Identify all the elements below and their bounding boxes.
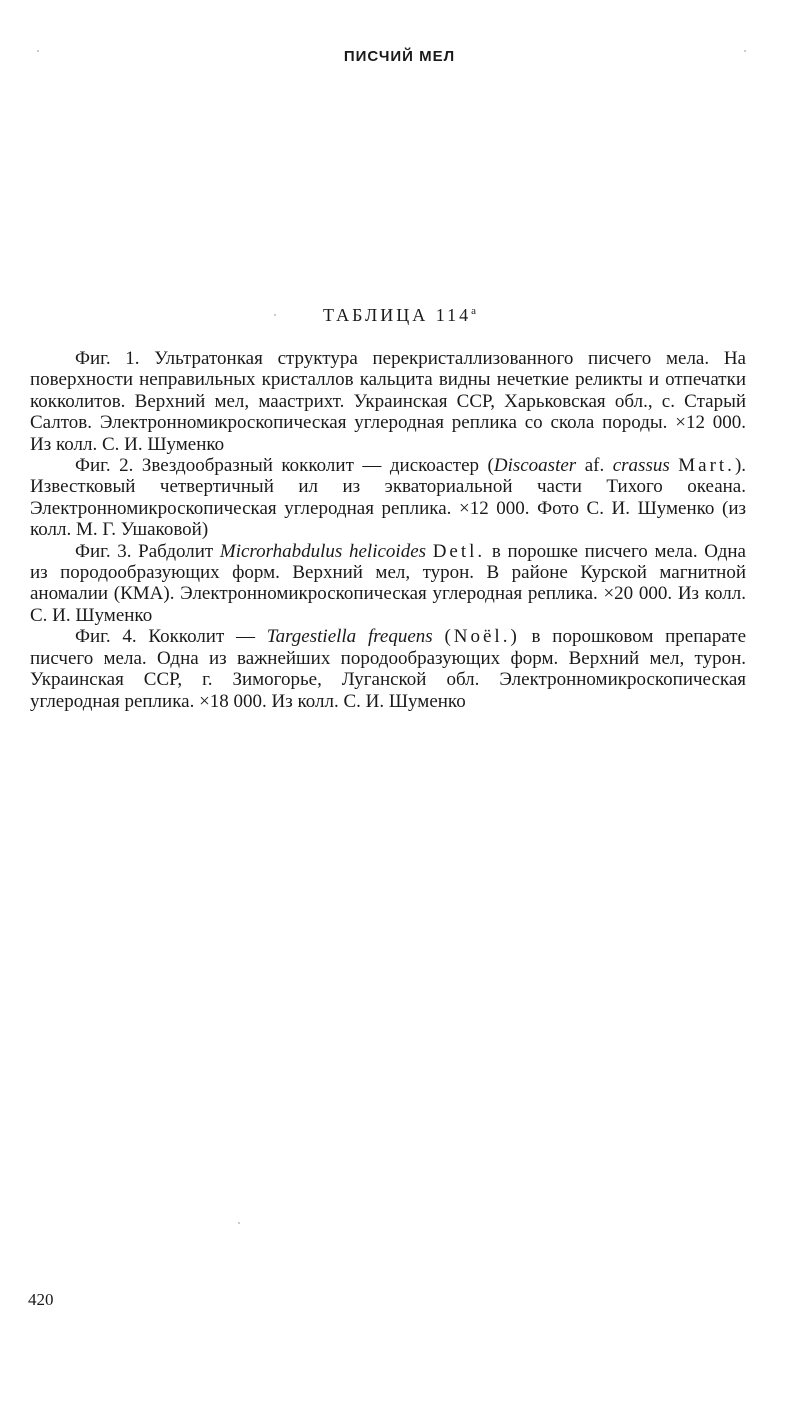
scan-speck <box>274 314 276 316</box>
page-number: 420 <box>28 1290 54 1309</box>
caption-fig-3 <box>30 541 746 627</box>
scan-speck <box>744 50 746 52</box>
caption-fig-4-lead: Фиг. 4. Кокколит — <box>75 626 267 648</box>
caption-fig-3-lead: Фиг. 3. Рабдолит <box>75 540 220 562</box>
caption-fig-3-author: Detl. <box>432 540 486 562</box>
caption-fig-2-taxon: Discoaster <box>493 455 577 477</box>
scan-speck <box>238 1222 240 1224</box>
plate-title-prefix: ТАБЛИЦА <box>323 305 429 325</box>
plate-title <box>0 305 799 326</box>
caption-fig-4 <box>30 626 746 712</box>
running-title: ПИСЧИЙ МЕЛ <box>343 48 456 65</box>
figure-captions <box>30 348 746 712</box>
caption-fig-2-lead: Фиг. 2. Звездообразный кокколит — дискоастер ( <box>75 455 494 477</box>
caption-fig-4-author: (Noël.) <box>444 626 520 648</box>
plate-number-superscript: а <box>471 305 476 317</box>
caption-fig-4-taxon: Targestiella frequens <box>266 626 433 648</box>
caption-fig-3-rest: в порошке писчего мела. Одна из породообразующих форм. Верхний мел, турон. В районе Курской магнитной аномалии (КМА). Электронномикроскопическая углеродная реплика. ×20 000. Из колл. С. И. Шуменко <box>30 540 746 626</box>
caption-fig-3-taxon: Microrhabdulus helicoides <box>219 540 427 562</box>
caption-fig-2 <box>30 455 746 541</box>
caption-fig-2-rest: ). Известковый четвертичный ил из экваториальной части Тихого океана. Электронномикроскопическая углеродная реплика. ×12 000. Фото С. И. Шуменко (из колл. М. Г. Ушаковой) <box>30 455 747 541</box>
caption-fig-4-rest: в порошковом препарате писчего мела. Одна из важнейших породообразующих форм. Верхний мел, турон. Украинская ССР, г. Зимогорье, Луганской обл. Электронномикроскопическая углеродная реплика. ×18 000. Из колл. С. И. Шуменко <box>30 626 746 712</box>
scan-speck <box>37 50 39 52</box>
plate-number: 114 <box>435 305 472 325</box>
caption-fig-1-text: Фиг. 1. Ультратонкая структура перекристаллизованного писчего мела. На поверхности неправильных кристаллов кальцита видны нечеткие реликты и отпечатки кокколитов. Верхний мел, маастрихт. Украинская ССР, Харьковская обл., с. Старый Салтов. Электронномикроскопическая углеродная реплика со скола породы. ×12 000. Из колл. С. И. Шуменко <box>30 348 746 455</box>
caption-fig-1 <box>30 348 746 455</box>
caption-fig-2-species: crassus <box>612 455 670 477</box>
caption-fig-2-author: Mart. <box>678 455 735 477</box>
caption-fig-2-qualifier: af. <box>576 455 613 477</box>
